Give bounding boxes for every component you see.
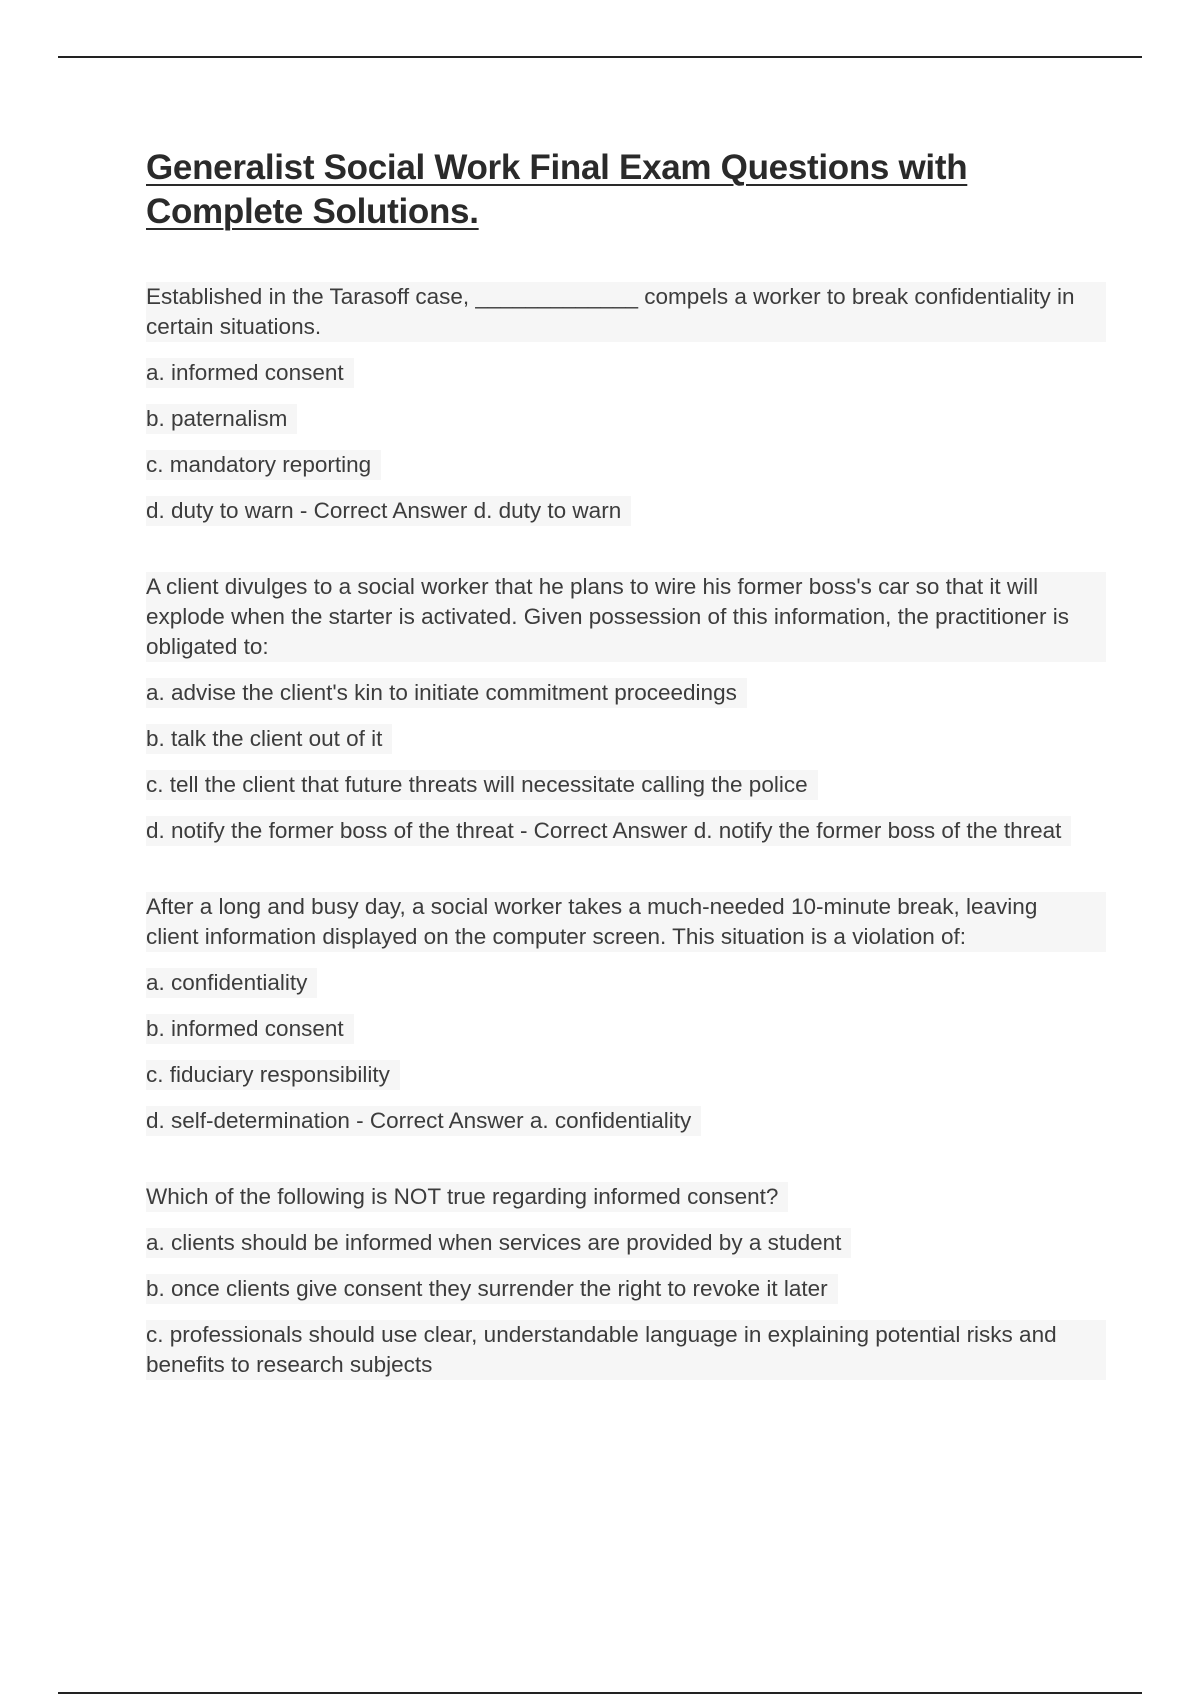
answer-option-with-correct-answer: d. notify the former boss of the threat - Correct Answer d. notify the former boss of the threat: [146, 816, 1071, 846]
answer-option: a. confidentiality: [146, 968, 317, 998]
question-block: [146, 892, 1106, 1136]
question-prompt: Which of the following is NOT true regarding informed consent?: [146, 1182, 788, 1212]
document-title: Generalist Social Work Final Exam Questions with Complete Solutions.: [146, 148, 968, 231]
answer-option: c. tell the client that future threats will necessitate calling the police: [146, 770, 818, 800]
answer-option: a. clients should be informed when services are provided by a student: [146, 1228, 851, 1258]
answer-option: a. advise the client's kin to initiate commitment proceedings: [146, 678, 747, 708]
answer-option: c. professionals should use clear, understandable language in explaining potential risks and benefits to research subjects: [146, 1320, 1106, 1380]
question-block: [146, 282, 1106, 526]
question-prompt: Established in the Tarasoff case, _____________ compels a worker to break confidentiality in certain situations.: [146, 282, 1106, 342]
answer-option: c. fiduciary responsibility: [146, 1060, 400, 1090]
top-rule: [58, 56, 1142, 58]
answer-option: b. once clients give consent they surrender the right to revoke it later: [146, 1274, 838, 1304]
answer-option: b. paternalism: [146, 404, 297, 434]
answer-option: b. informed consent: [146, 1014, 354, 1044]
question-prompt: After a long and busy day, a social worker takes a much-needed 10-minute break, leaving client information displayed on the computer screen. This situation is a violation of:: [146, 892, 1106, 952]
document-content: [146, 146, 1106, 1426]
answer-option: a. informed consent: [146, 358, 354, 388]
answer-option-with-correct-answer: d. duty to warn - Correct Answer d. duty to warn: [146, 496, 631, 526]
answer-option-with-correct-answer: d. self-determination - Correct Answer a. confidentiality: [146, 1106, 701, 1136]
question-prompt: A client divulges to a social worker that he plans to wire his former boss's car so that it will explode when the starter is activated. Given possession of this information, the practitioner is obligated to:: [146, 572, 1106, 662]
question-block: [146, 1182, 1106, 1380]
question-block: [146, 572, 1106, 846]
bottom-rule: [58, 1692, 1142, 1694]
answer-option: b. talk the client out of it: [146, 724, 392, 754]
answer-option: c. mandatory reporting: [146, 450, 381, 480]
